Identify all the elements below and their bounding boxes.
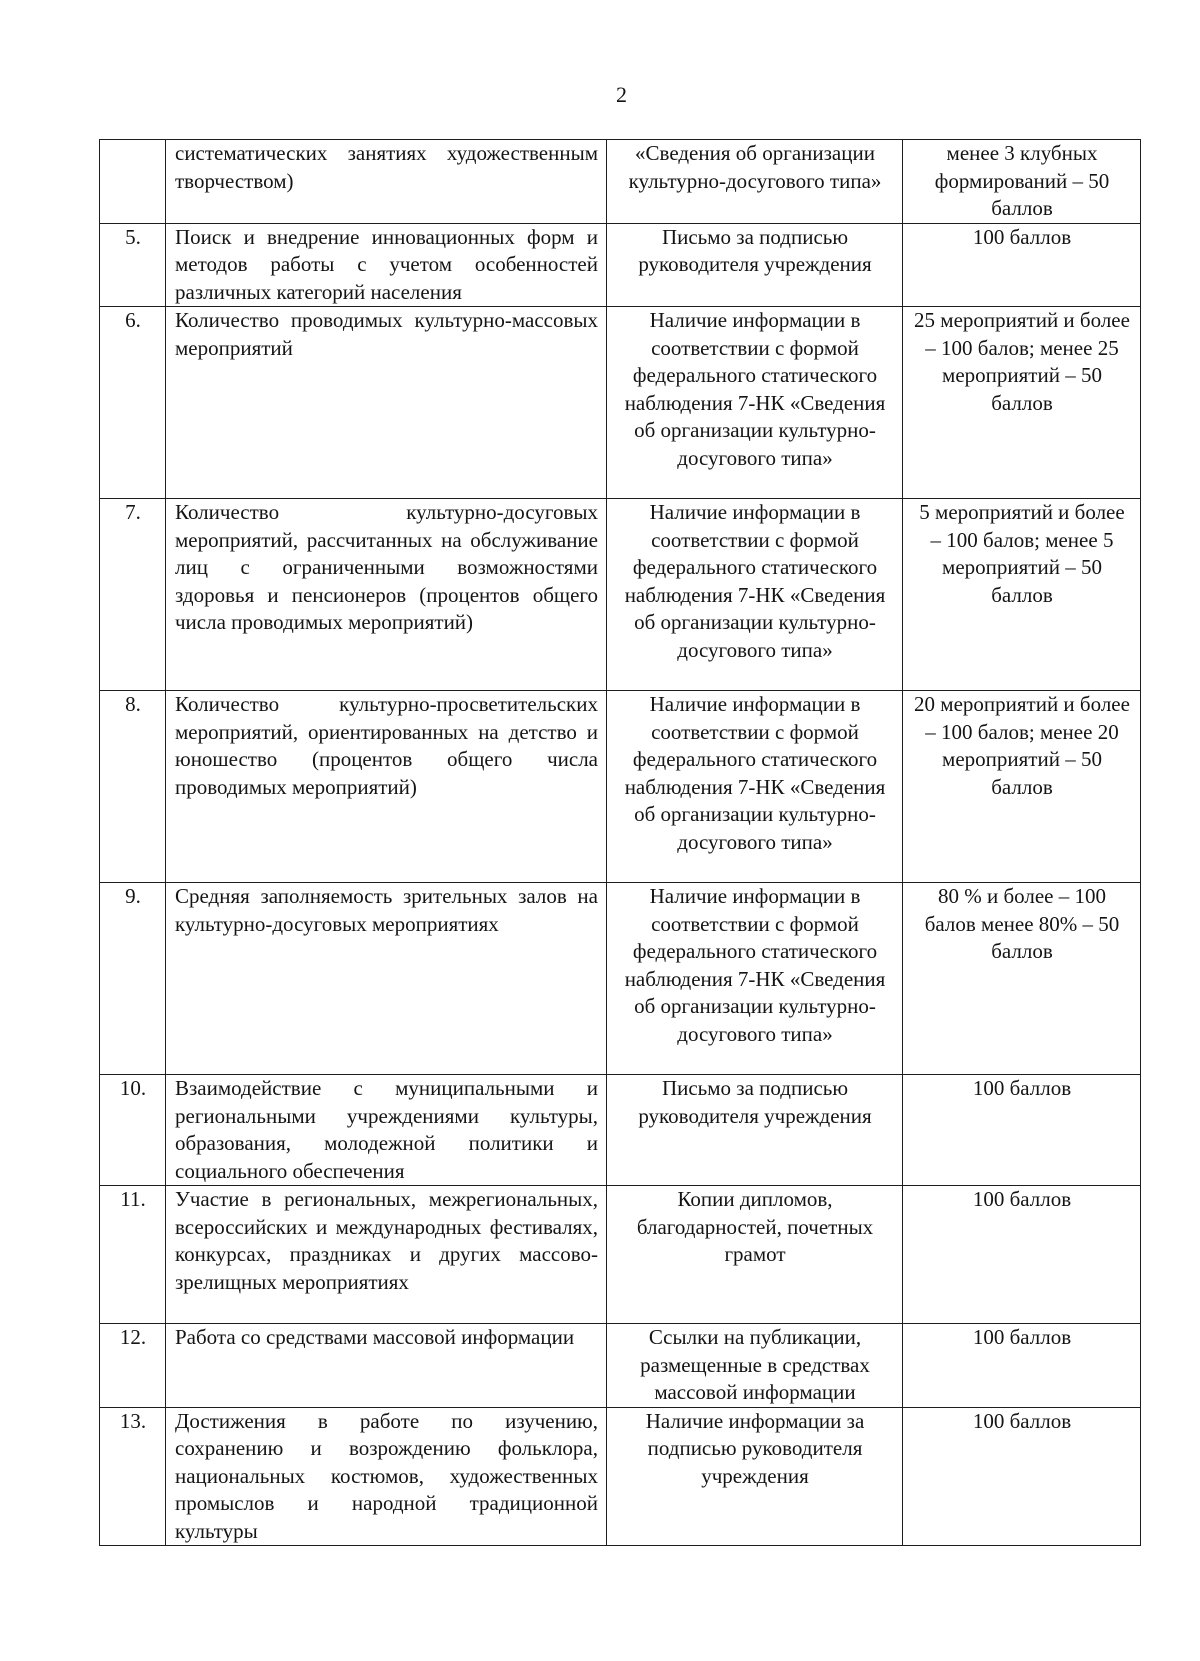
row-number: 7. <box>100 499 166 691</box>
criterion-source: Письмо за подписью руководителя учреждения <box>607 1075 903 1186</box>
row-number: 12. <box>100 1324 166 1408</box>
criterion-source: Письмо за подписью руководителя учреждения <box>607 223 903 307</box>
row-number <box>100 140 166 224</box>
criterion-score: 80 % и более – 100 балов менее 80% – 50 баллов <box>903 883 1141 1075</box>
criterion-source: Наличие информации в соответствии с формой федерального статического наблюдения 7-НК «Сведения об организации культурно-досугового типа» <box>607 307 903 499</box>
criterion-name: Средняя заполняемость зрительных залов на культурно-досуговых мероприятиях <box>166 883 607 1075</box>
row-number: 11. <box>100 1186 166 1324</box>
table-row <box>100 1075 1141 1186</box>
table-row <box>100 307 1141 499</box>
criterion-source: Наличие информации за подписью руководителя учреждения <box>607 1407 903 1546</box>
criterion-source: Наличие информации в соответствии с формой федерального статического наблюдения 7-НК «Сведения об организации культурно-досугового типа» <box>607 691 903 883</box>
table-row <box>100 1407 1141 1546</box>
criterion-score: 20 мероприятий и более – 100 балов; менее 20 мероприятий – 50 баллов <box>903 691 1141 883</box>
criterion-source: Наличие информации в соответствии с формой федерального статического наблюдения 7-НК «Сведения об организации культурно-досугового типа» <box>607 499 903 691</box>
criterion-score: 25 мероприятий и более – 100 балов; менее 25 мероприятий – 50 баллов <box>903 307 1141 499</box>
criterion-score: 100 баллов <box>903 1075 1141 1186</box>
row-number: 8. <box>100 691 166 883</box>
criterion-score: 5 мероприятий и более – 100 балов; менее 5 мероприятий – 50 баллов <box>903 499 1141 691</box>
criterion-name: Участие в региональных, межрегиональных, всероссийских и международных фестивалях, конкурсах, праздниках и других массово-зрелищных мероприятиях <box>166 1186 607 1324</box>
criterion-name: систематических занятиях художественным творчеством) <box>166 140 607 224</box>
criterion-name: Достижения в работе по изучению, сохранению и возрождению фольклора, национальных костюмов, художественных промыслов и народной традиционной культуры <box>166 1407 607 1546</box>
page-number: 2 <box>616 82 627 107</box>
row-number: 9. <box>100 883 166 1075</box>
criterion-name: Количество культурно-просветительских мероприятий, ориентированных на детство и юношество (процентов общего числа проводимых мероприятий) <box>166 691 607 883</box>
criterion-name: Количество проводимых культурно-массовых мероприятий <box>166 307 607 499</box>
criterion-name: Поиск и внедрение инновационных форм и методов работы с учетом особенностей различных категорий населения <box>166 223 607 307</box>
row-number: 5. <box>100 223 166 307</box>
criterion-source: «Сведения об организации культурно-досугового типа» <box>607 140 903 224</box>
table-row <box>100 1186 1141 1324</box>
criterion-source: Копии дипломов, благодарностей, почетных грамот <box>607 1186 903 1324</box>
table-row <box>100 140 1141 224</box>
row-number: 10. <box>100 1075 166 1186</box>
table-row <box>100 883 1141 1075</box>
criterion-score: 100 баллов <box>903 1324 1141 1408</box>
criterion-score: 100 баллов <box>903 1407 1141 1546</box>
table-row <box>100 223 1141 307</box>
row-number: 13. <box>100 1407 166 1546</box>
criterion-score: менее 3 клубных формирований – 50 баллов <box>903 140 1141 224</box>
row-number: 6. <box>100 307 166 499</box>
criterion-score: 100 баллов <box>903 1186 1141 1324</box>
criterion-name: Взаимодействие с муниципальными и региональными учреждениями культуры, образования, молодежной политики и социального обеспечения <box>166 1075 607 1186</box>
criterion-source: Наличие информации в соответствии с формой федерального статического наблюдения 7-НК «Сведения об организации культурно-досугового типа» <box>607 883 903 1075</box>
table-row <box>100 499 1141 691</box>
criterion-source: Ссылки на публикации, размещенные в средствах массовой информации <box>607 1324 903 1408</box>
table-row <box>100 1324 1141 1408</box>
criterion-name: Работа со средствами массовой информации <box>166 1324 607 1408</box>
criterion-score: 100 баллов <box>903 223 1141 307</box>
criterion-name: Количество культурно-досуговых мероприятий, рассчитанных на обслуживание лиц с ограниченными возможностями здоровья и пенсионеров (процентов общего числа проводимых мероприятий) <box>166 499 607 691</box>
criteria-table <box>99 139 1141 1546</box>
table-row <box>100 691 1141 883</box>
